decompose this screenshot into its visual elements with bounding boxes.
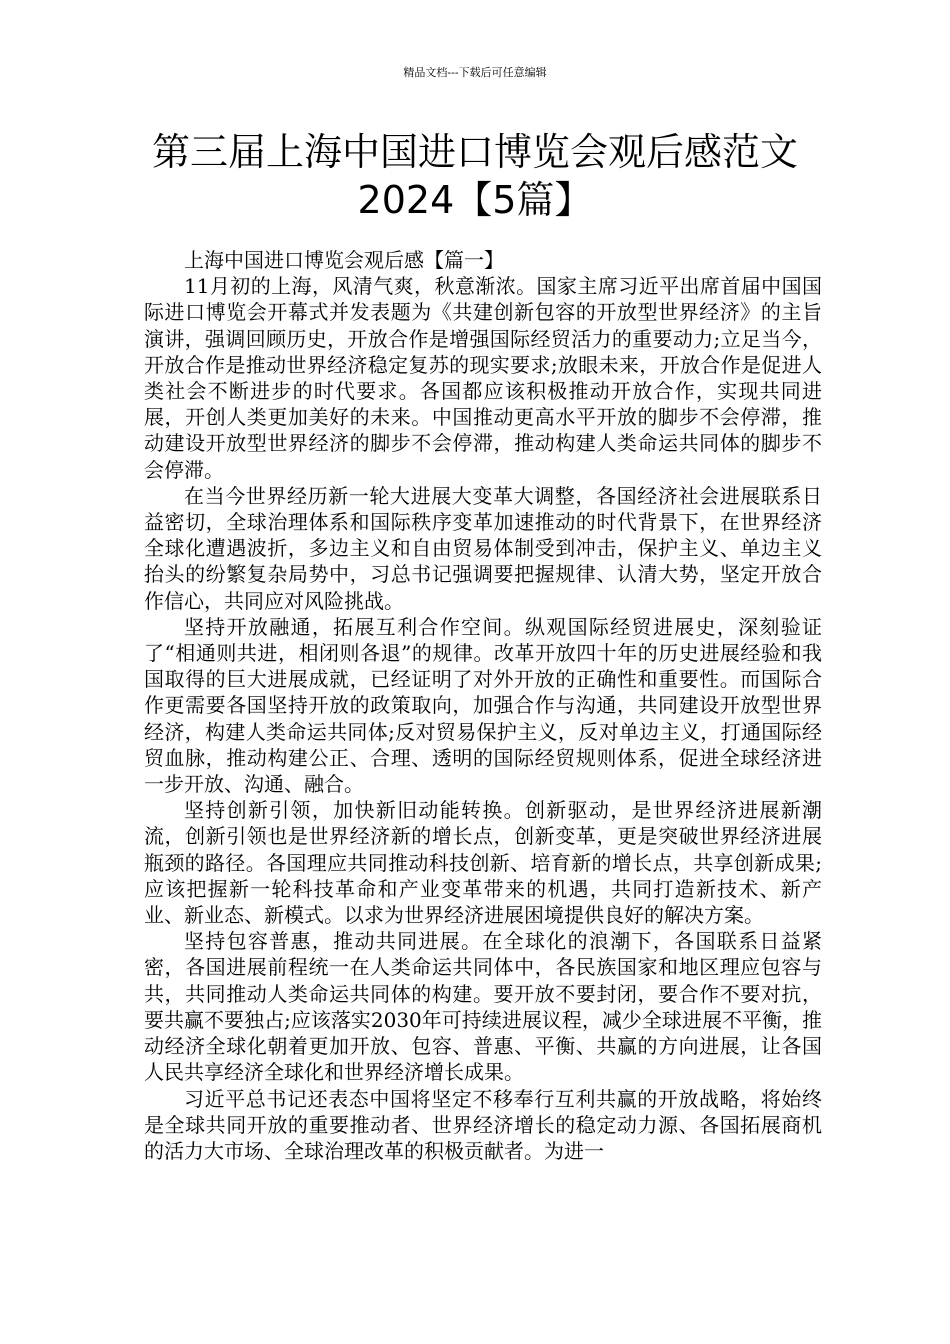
paragraph: 在当今世界经历新一轮大进展大变革大调整，各国经济社会进展联系日益密切，全球治理体系和国际秩序变革加速推动的时代背景下，在世界经济全球化遭遇波折，多边主义和自由贸易体制受到冲击，保护主义、单边主义抬头的纷繁复杂局势中，习总书记强调要把握规律、认清大势，坚定开放合作信心，共同应对风险挑战。 xyxy=(144,483,822,613)
paragraph: 坚持开放融通，拓展互利合作空间。纵观国际经贸进展史，深刻验证了“相通则共进，相闭则各退”的规律。改革开放四十年的历史进展经验和我国取得的巨大进展成就，已经证明了对外开放的正确性和重要性。而国际合作更需要各国坚持开放的政策取向，加强合作与沟通，共同建设开放型世界经济，构建人类命运共同体;反对贸易保护主义，反对单边主义，打通国际经贸血脉，推动构建公正、合理、透明的国际经贸规则体系，促进全球经济进一步开放、沟通、融合。 xyxy=(144,614,822,797)
document-title xyxy=(100,128,850,224)
document-title-line-1: 第三届上海中国进口博览会观后感范文 xyxy=(151,130,798,174)
paragraph: 坚持包容普惠，推动共同进展。在全球化的浪潮下，各国联系日益紧密，各国进展前程统一在人类命运共同体中，各民族国家和地区理应包容与共，共同推动人类命运共同体的构建。要开放不要封闭，要合作不要对抗，要共赢不要独占;应该落实2030年可持续进展议程，减少全球进展不平衡，推动经济全球化朝着更加开放、包容、普惠、平衡、共赢的方向进展，让各国人民共享经济全球化和世界经济增长成果。 xyxy=(144,929,822,1085)
document-title-line-2: 2024【5篇】 xyxy=(357,178,593,222)
document-body xyxy=(144,247,822,1164)
paragraph: 习近平总书记还表态中国将坚定不移奉行互利共赢的开放战略，将始终是全球共同开放的重要推动者、世界经济增长的稳定动力源、各国拓展商机的活力大市场、全球治理改革的积极贡献者。为进一 xyxy=(144,1086,822,1163)
header-note: 精品文档---下载后可任意编辑 xyxy=(403,66,547,79)
section-heading: 上海中国进口博览会观后感【篇一】 xyxy=(184,248,504,272)
paragraph: 坚持创新引领，加快新旧动能转换。创新驱动，是世界经济进展新潮流，创新引领也是世界经济新的增长点，创新变革，更是突破世界经济进展瓶颈的路径。各国理应共同推动科技创新、培育新的增长点，共享创新成果;应该把握新一轮科技革命和产业变革带来的机遇，共同打造新技术、新产业、新业态、新模式。以求为世界经济进展困境提供良好的解决方案。 xyxy=(144,798,822,928)
paragraph: 11月初的上海，风清气爽，秋意渐浓。国家主席习近平出席首届中国国际进口博览会开幕式并发表题为《共建创新包容的开放型世界经济》的主旨演讲，强调回顾历史，开放合作是增强国际经贸活力的重要动力;立足当今，开放合作是推动世界经济稳定复苏的现实要求;放眼未来，开放合作是促进人类社会不断进步的时代要求。各国都应该积极推动开放合作，实现共同进展，开创人类更加美好的未来。中国推动更高水平开放的脚步不会停滞，推动建设开放型世界经济的脚步不会停滞，推动构建人类命运共同体的脚步不会停滞。 xyxy=(144,274,822,482)
